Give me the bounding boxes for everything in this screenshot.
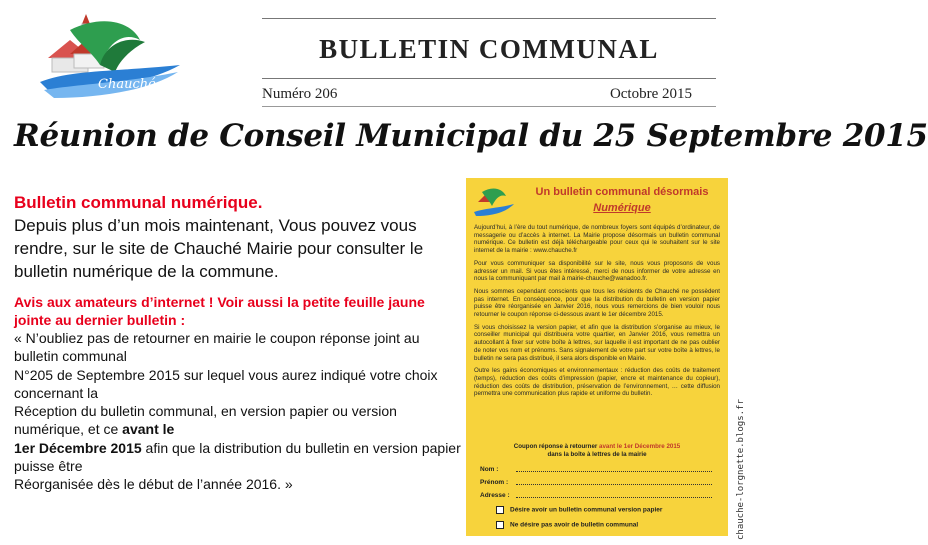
- bulletin-title: BULLETIN COMMUNAL: [319, 34, 659, 64]
- flyer-title: Un bulletin communal désormais: [535, 186, 709, 198]
- flyer-paragraph-2: Pour vous communiquer sa disponibilité sur le site, nous vous proposons de vous adresser un mail. Si vous êtes intéressé, merci de nous informer de votre adresse en nous la communiquant par mail à mairie-chauche@wanadoo.fr.: [474, 259, 720, 283]
- flyer-paragraph-4: Si vous choisissez la version papier, et afin que la distribution s’organise au mieux, le conseiller municipal qui distribuera votre quartier, en Janvier 2016, vous remettra un autocollant à fixer sur votre boîte à lettres, sur laquelle il est important de ne pas oublier de noter vos nom et prénoms. Sans signalement de votre part sur votre boîte à lettres, le bulletin ne sera pas distribué, il sera alors disponible en Mairie.: [474, 323, 720, 362]
- flyer-subtitle: Numérique: [593, 202, 651, 214]
- checkbox-icon: [496, 521, 504, 529]
- coupon-field-prenom: [480, 479, 508, 486]
- article-body-line3-text: Réception du bulletin communal, en version papier ou version numérique, et ce: [14, 403, 397, 438]
- page-headline: Réunion de Conseil Municipal du 25 Septembre 2015: [14, 118, 928, 154]
- coupon-field-adresse: [480, 492, 510, 499]
- flyer-body: [474, 224, 720, 403]
- blog-watermark: [736, 380, 752, 540]
- flyer-paragraph-3: Nous sommes cependant conscients que tous les résidents de Chauché ne possèdent pas internet. En conséquence, pour que la distribution du bulletin en version papier puisse être réorganisée en Janvier 2016, nous vous remercions de bien vouloir nous retourner le coupon réponse ci-dessous avant le 1er décembre 2015.: [474, 287, 720, 319]
- coupon-field-adresse-line: [516, 497, 712, 498]
- article-body-deadline-label: avant le: [122, 421, 175, 438]
- header-rule-middle: [262, 78, 716, 79]
- coupon-title-text: Coupon réponse à retourner: [513, 443, 600, 450]
- flyer-paragraph-1: Aujourd’hui, à l’ère du tout numérique, de nombreux foyers sont équipés d’ordinateur, de messagerie ou d’accès à internet. La Mairie propose désormais un bulletin communal numérique. Ce bulletin est déjà téléchargeable pour ceux qui le souhaitent sur le site internet de la mairie : www.chauche.fr: [474, 224, 720, 255]
- article-intro: Depuis plus d’un mois maintenant, Vous pouvez vous rendre, sur le site de Chauché Mairie pour consulter le bulletin numérique de la commune.: [14, 216, 424, 281]
- coupon-deadline: avant le 1er Décembre 2015: [599, 443, 681, 450]
- checkbox-icon: [496, 506, 504, 514]
- flyer-paragraph-5: Outre les gains économiques et environnementaux : réduction des coûts de traitement (temps), réduction des coûts d’impression (papier, encre et maintenance du copieur), réduction des coûts de distribution, préservation de l’environnement, … cette diffusion permettra une communication plus rapide et uniforme du bulletin.: [474, 367, 720, 398]
- logo-text: Chauché: [98, 77, 156, 92]
- article-notice: Avis aux amateurs d’internet ! Voir aussi la petite feuille jaune jointe au dernier bulletin :: [14, 294, 425, 328]
- coupon-option-paper: [496, 506, 662, 514]
- header-rule-top: [262, 18, 716, 19]
- issue-date: Octobre 2015: [609, 86, 692, 102]
- article-title: Bulletin communal numérique.: [14, 193, 263, 212]
- article-body-line4-text: afin que la distribution du bulletin en version papier puisse être: [14, 439, 461, 475]
- coupon-option-none: [496, 521, 638, 529]
- coupon-field-nom: [480, 466, 498, 473]
- article-body-line1: « N’oubliez pas de retourner en mairie le coupon réponse joint au bulletin communal: [14, 330, 420, 365]
- article-body: [14, 329, 464, 494]
- header-rule-bottom: [262, 106, 716, 107]
- article: [14, 192, 464, 494]
- article-body-deadline-date: 1er Décembre 2015: [14, 439, 142, 456]
- blog-watermark-text: chauche-lorgnette.blogs.fr: [736, 399, 746, 540]
- article-body-line4: [14, 439, 464, 476]
- commune-logo: [30, 10, 190, 120]
- coupon-title: [474, 443, 720, 459]
- article-body-line2: N°205 de Septembre 2015 sur lequel vous aurez indiqué votre choix concernant la: [14, 366, 438, 401]
- coupon-title-line2: dans la boîte à lettres de la mairie: [547, 451, 647, 458]
- coupon-field-nom-label: Nom :: [480, 466, 499, 473]
- coupon-title-line1: [474, 443, 720, 451]
- article-body-line5: Réorganisée dès le début de l’année 2016. »: [14, 476, 293, 493]
- coupon-option-paper-label: Désire avoir un bulletin communal version papier: [510, 506, 663, 514]
- issue-number: Numéro 206: [262, 86, 338, 102]
- coupon-option-none-label: Ne désire pas avoir de bulletin communal: [510, 521, 639, 529]
- coupon-field-prenom-label: Prénom :: [480, 479, 509, 486]
- flyer-logo: [472, 184, 516, 224]
- article-body-line3: [14, 402, 464, 439]
- coupon-field-nom-line: [516, 471, 712, 472]
- coupon-field-prenom-line: [516, 484, 712, 485]
- yellow-flyer: [466, 178, 728, 536]
- coupon-field-adresse-label: Adresse :: [480, 492, 510, 499]
